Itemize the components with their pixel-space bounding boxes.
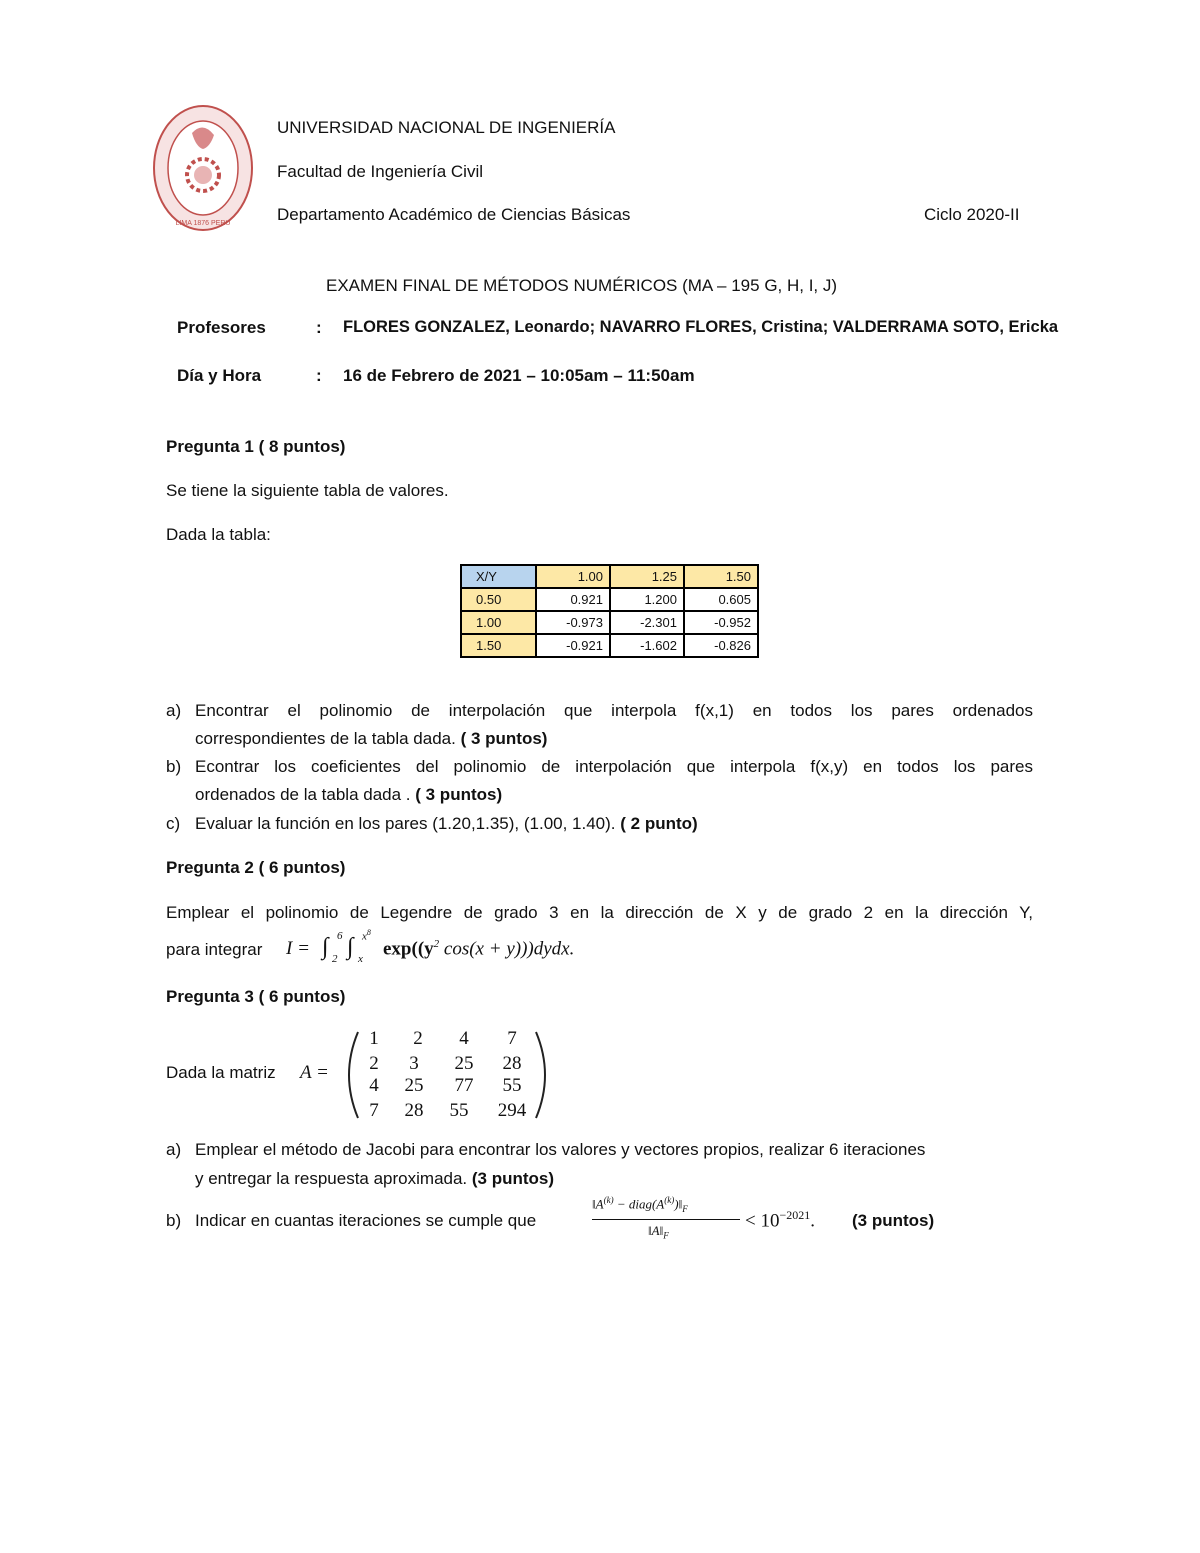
q1-item-b-line1	[195, 757, 1033, 777]
q3-item-b-label: b)	[166, 1211, 182, 1230]
table-cell: -0.973	[536, 611, 610, 634]
matrix-symbol: A =	[300, 1062, 329, 1083]
q1-item-b-text: Econtrar los coeficientes del polinomio de interpolación que interpola f(x,y) en todos los pares	[195, 757, 1033, 776]
q3-item-b-points: (3 puntos)	[852, 1211, 935, 1230]
matrix-cell: 28	[404, 1100, 424, 1121]
table-col-header: 1.50	[684, 565, 758, 588]
university-name: UNIVERSIDAD NACIONAL DE INGENIERÍA	[277, 118, 616, 137]
q3-title: Pregunta 3 ( 6 puntos)	[166, 987, 346, 1006]
matrix-cell: 28	[502, 1053, 522, 1074]
matrix-label: Dada la matriz	[166, 1063, 276, 1082]
table-cell: -2.301	[610, 611, 684, 634]
values-table	[460, 564, 759, 658]
table-cell: -0.921	[536, 634, 610, 657]
matrix-cell: 2	[369, 1053, 379, 1074]
q1-item-c-points: ( 2 punto)	[620, 814, 698, 833]
table-row-header: 1.00	[461, 611, 536, 634]
integral-lhs: I =	[286, 938, 310, 959]
q1-item-a-text2: correspondientes de la tabla dada.	[195, 729, 456, 748]
criterion-rel: < 10	[745, 1210, 780, 1232]
criterion-num-a: ‖A	[592, 1196, 604, 1212]
table-cell: 1.200	[610, 588, 684, 611]
matrix-cell: 3	[409, 1053, 419, 1074]
info-label-datetime: Día y Hora	[177, 366, 262, 385]
table-row-header: 0.50	[461, 588, 536, 611]
criterion-num-c: )‖	[674, 1196, 683, 1212]
criterion-relation	[745, 1208, 815, 1232]
q1-item-c-label: c)	[166, 814, 181, 833]
table-cell: -0.826	[684, 634, 758, 657]
matrix-cell: 77	[454, 1075, 474, 1096]
table-header-row	[461, 565, 758, 588]
q2-line1	[166, 903, 1033, 923]
criterion-denominator	[648, 1223, 669, 1241]
criterion-num-b: − diag(A	[616, 1196, 665, 1212]
matrix-cell: 55	[502, 1075, 522, 1096]
table-row-header: 1.50	[461, 634, 536, 657]
matrix-cell: 294	[497, 1100, 527, 1121]
cycle-label: Ciclo 2020-II	[924, 205, 1020, 224]
info-value-professors: FLORES GONZALEZ, Leonardo; NAVARRO FLORES, Cristina; VALDERRAMA SOTO, Ericka	[343, 318, 1059, 336]
q1-item-b-text2: ordenados de la tabla dada .	[195, 785, 411, 804]
criterion-num-f: F	[682, 1203, 688, 1214]
table-row	[461, 588, 758, 611]
q1-item-a-text: Encontrar el polinomio de interpolación que interpola f(x,1) en todos los pares ordenados	[195, 701, 1033, 720]
q1-intro2: Dada la tabla:	[166, 525, 271, 544]
q1-item-a-label: a)	[166, 701, 182, 720]
q1-item-a-points: ( 3 puntos)	[460, 729, 548, 748]
criterion-num-k2: (k)	[664, 1195, 675, 1205]
q1-item-b-points: ( 3 puntos)	[415, 785, 503, 804]
q3-item-a-text2: y entregar la respuesta aproximada.	[195, 1169, 468, 1188]
q1-title: Pregunta 1 ( 8 puntos)	[166, 437, 346, 456]
matrix-cell: 7	[369, 1100, 379, 1121]
department-name: Departamento Académico de Ciencias Básicas	[277, 205, 631, 224]
table-col-header: 1.25	[610, 565, 684, 588]
q3-item-a-line2	[195, 1169, 554, 1189]
q1-item-a-line2	[195, 729, 547, 749]
info-sep: :	[316, 366, 322, 385]
matrix-cell: 25	[404, 1075, 424, 1096]
q2-line1-text: Emplear el polinomio de Legendre de grado 3 en la dirección de X y de grado 2 en la dirección Y,	[166, 903, 1033, 922]
criterion-den-f: F	[663, 1230, 669, 1241]
criterion-fraction-bar	[592, 1219, 740, 1220]
q1-item-c-line1	[195, 814, 698, 834]
info-sep: :	[316, 318, 322, 337]
q1-item-b-label: b)	[166, 757, 182, 776]
matrix-cell: 4	[369, 1075, 379, 1096]
integral-sign-1: ∫	[322, 934, 329, 960]
q1-item-b-line2	[195, 785, 502, 805]
matrix-cell: 25	[454, 1053, 474, 1074]
integral-body-rest: cos(x + y)))dydx.	[439, 938, 575, 960]
q3-item-a-line1: Emplear el método de Jacobi para encontrar los valores y vectores propios, realizar 6 iteraciones	[195, 1140, 926, 1159]
criterion-end: .	[810, 1210, 815, 1232]
matrix-cell: 1	[369, 1028, 379, 1049]
q2-line2-prefix: para integrar	[166, 940, 263, 959]
q2-title: Pregunta 2 ( 6 puntos)	[166, 858, 346, 877]
q3-item-a-points: (3 puntos)	[471, 1169, 555, 1188]
integral-sign-2: ∫	[347, 934, 354, 960]
q1-intro: Se tiene la siguiente tabla de valores.	[166, 481, 449, 500]
integral-1-lower: 2	[332, 953, 338, 965]
integral-2-upper	[362, 928, 371, 943]
table-cell: 0.605	[684, 588, 758, 611]
criterion-numerator	[592, 1195, 688, 1214]
criterion-exp: −2021	[779, 1208, 811, 1222]
matrix-cell: 2	[413, 1028, 423, 1049]
integral-body	[383, 938, 574, 960]
matrix-cell: 4	[459, 1028, 469, 1049]
integral-2-upper-exp: 8	[366, 928, 371, 937]
faculty-name: Facultad de Ingeniería Civil	[277, 162, 484, 181]
table-row	[461, 611, 758, 634]
matrix-cell: 7	[507, 1028, 517, 1049]
q1-item-c-text: Evaluar la función en los pares (1.20,1.35), (1.00, 1.40).	[195, 814, 616, 833]
q1-item-a-line1	[195, 701, 1033, 721]
matrix-cell: 55	[449, 1100, 469, 1121]
integral-2-upper-base: x	[362, 930, 367, 943]
q2-line2	[166, 940, 262, 960]
info-value-datetime: 16 de Febrero de 2021 – 10:05am – 11:50am	[343, 366, 695, 385]
university-seal-logo	[152, 103, 254, 233]
info-label-professors: Profesores	[177, 318, 266, 337]
table-row	[461, 634, 758, 657]
criterion-den: ‖A‖	[648, 1223, 664, 1238]
integral-body-main: exp((y	[383, 938, 434, 960]
matrix-right-paren	[532, 1030, 556, 1120]
integral-body-exp: 2	[433, 938, 440, 950]
q3-item-a-label: a)	[166, 1140, 182, 1159]
table-cell: 0.921	[536, 588, 610, 611]
table-cell: -1.602	[610, 634, 684, 657]
integral-1-upper: 6	[337, 930, 343, 942]
q3-item-b-line1: Indicar en cuantas iteraciones se cumple que	[195, 1211, 537, 1230]
criterion-num-k: (k)	[603, 1195, 614, 1205]
table-col-header: 1.00	[536, 565, 610, 588]
exam-title: EXAMEN FINAL DE MÉTODOS NUMÉRICOS (MA – 195 G, H, I, J)	[326, 276, 838, 295]
table-cell: -0.952	[684, 611, 758, 634]
table-corner-cell: X/Y	[461, 565, 536, 588]
svg-text:LIMA 1876 PERU: LIMA 1876 PERU	[175, 220, 231, 227]
integral-2-lower: x	[358, 953, 363, 965]
